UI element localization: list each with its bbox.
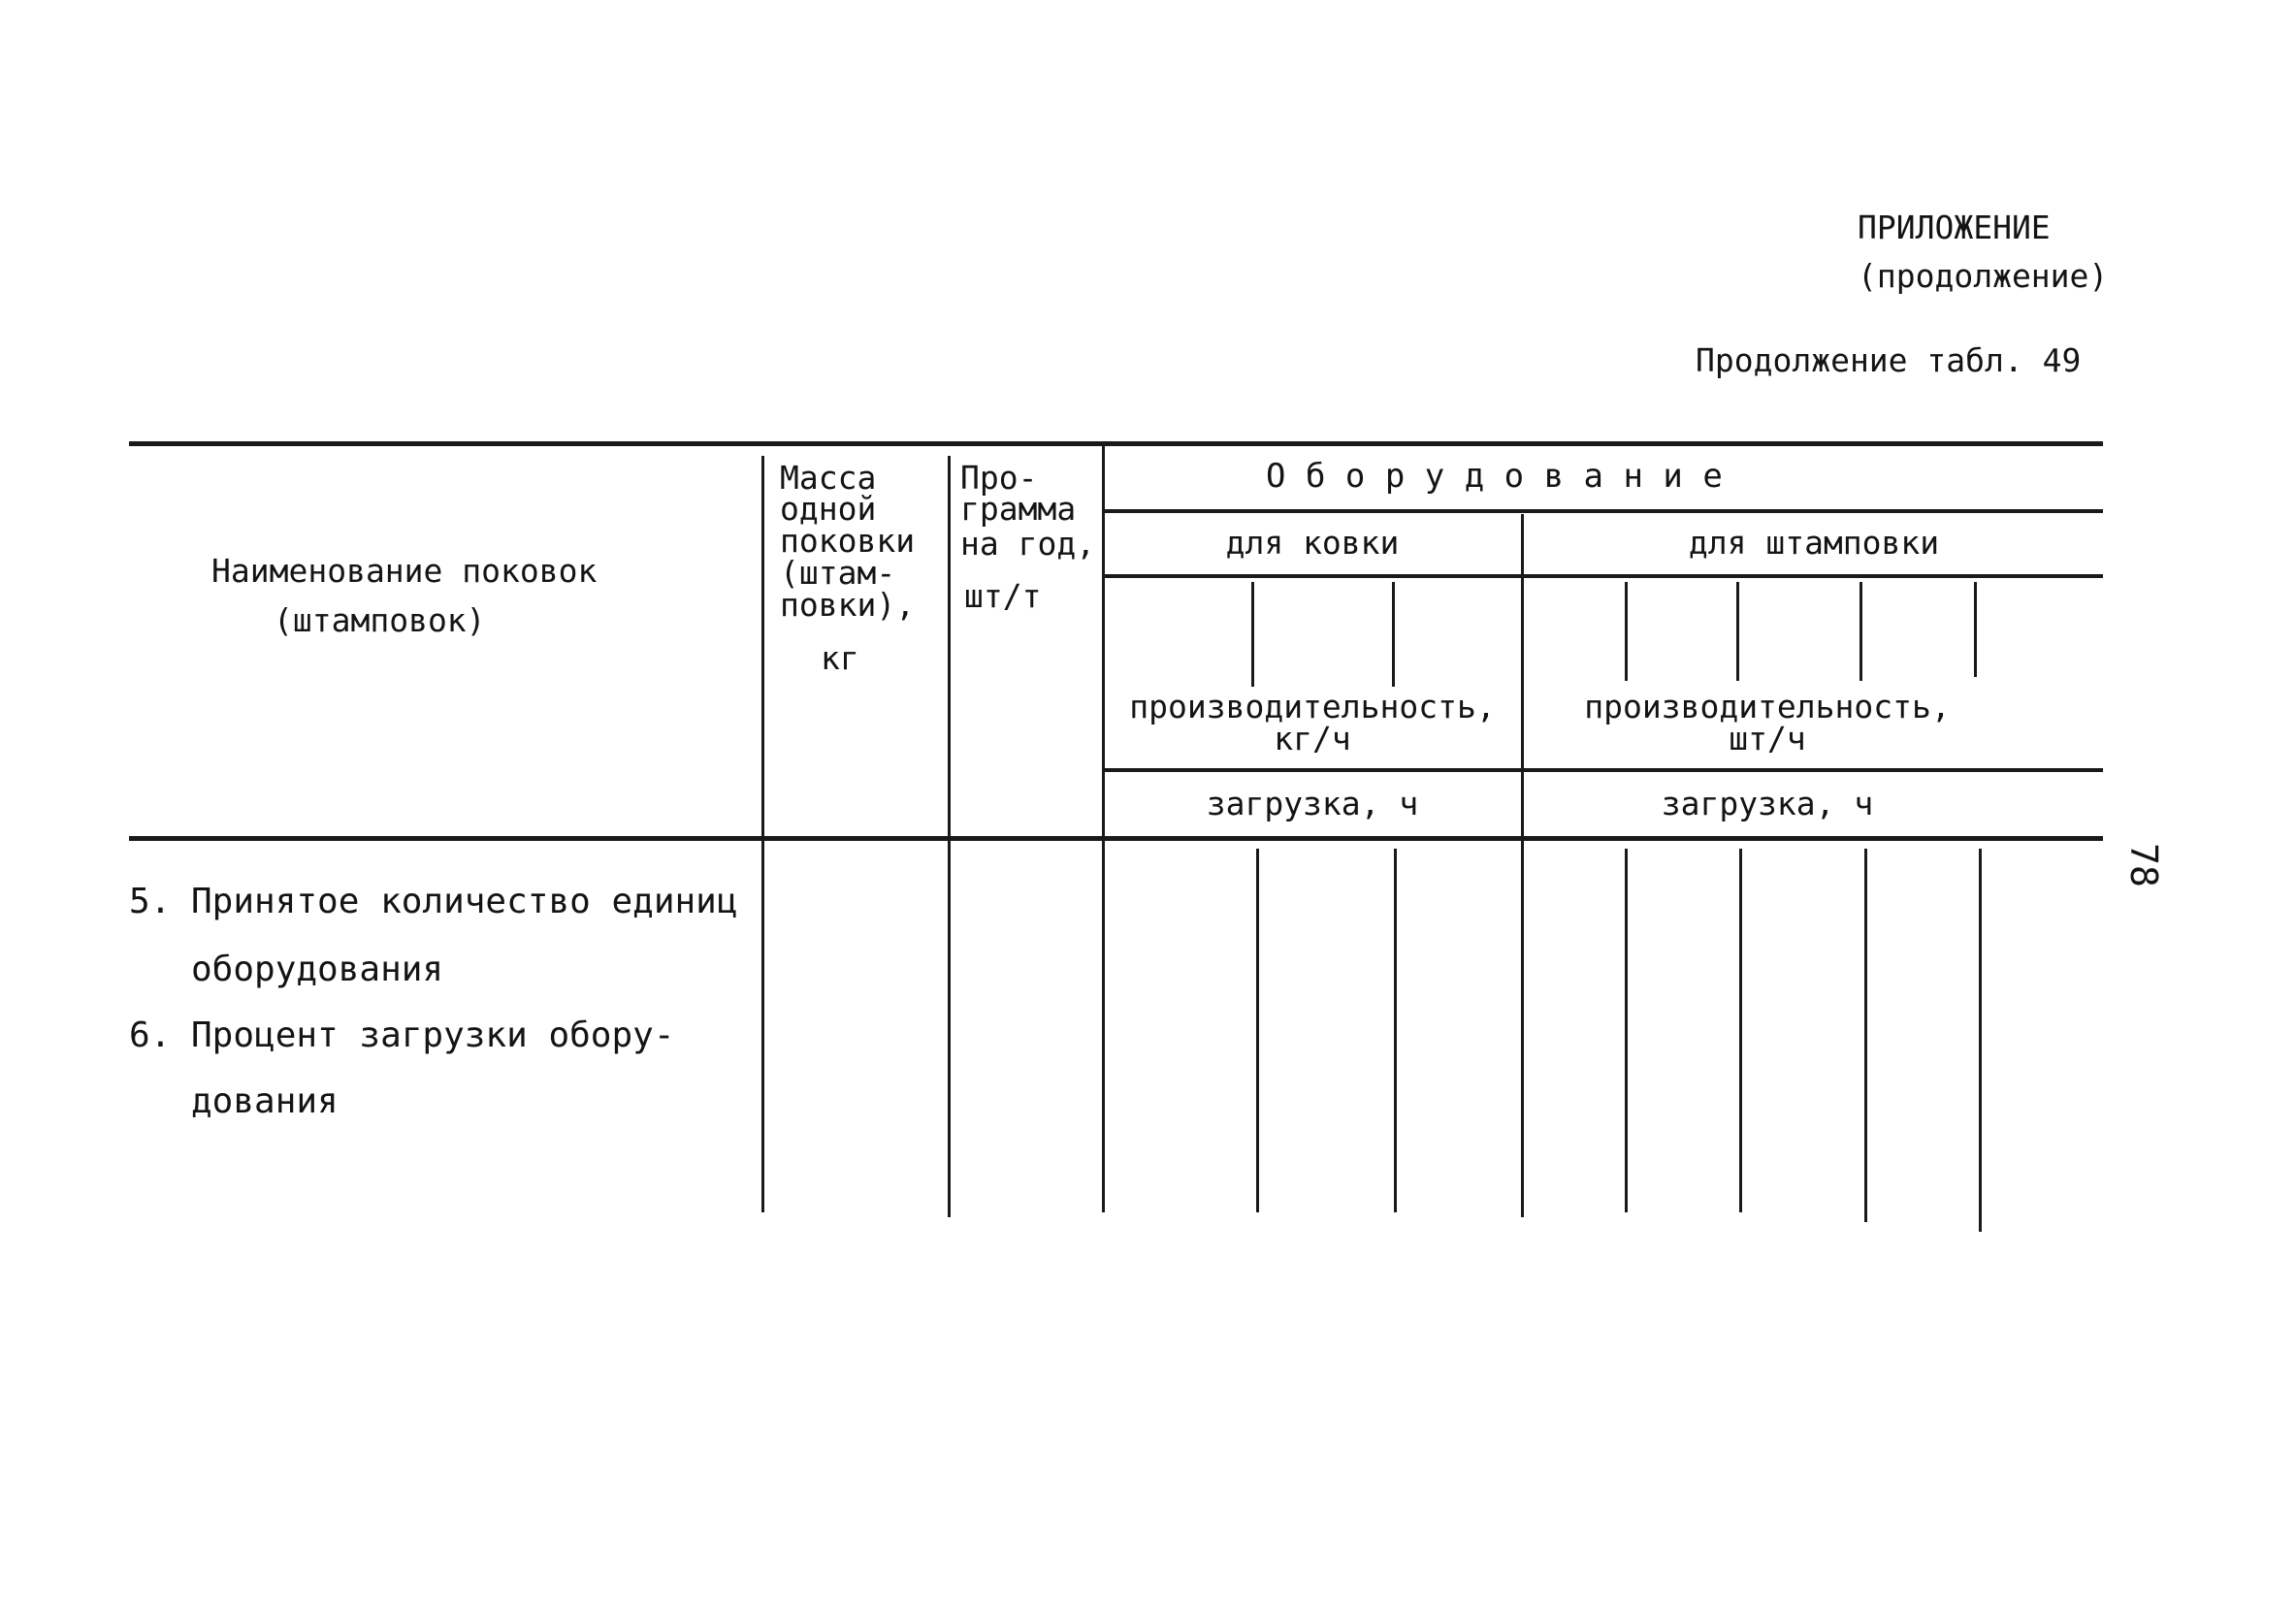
page-number: 78 [2122, 843, 2165, 887]
stamping-body-line-4 [1979, 849, 1982, 1232]
forging-subcol-tick-1 [1251, 582, 1254, 687]
row-label: Принятое количество единиц [191, 882, 738, 921]
forging-body-line-1 [1256, 849, 1259, 1212]
mass-header-line: (штам- [780, 554, 896, 592]
stamping-subcol-tick-3 [1859, 582, 1862, 681]
stamping-subcol-tick-1 [1625, 582, 1628, 681]
row-label-cont: дования [191, 1081, 339, 1121]
forging-header: для ковки [1225, 524, 1400, 562]
stamping-body-line-1 [1625, 849, 1628, 1212]
stamping-header: для штамповки [1688, 524, 1940, 562]
stamping-body-line-2 [1739, 849, 1742, 1212]
forging-load: загрузка, ч [1206, 785, 1419, 822]
table-reference: Продолжение табл. 49 [1696, 341, 2082, 379]
equipment-rule [1104, 509, 2103, 513]
appendix-subtitle: (продолжение) [1858, 257, 2109, 295]
stamping-productivity-unit: шт/ч [1729, 720, 1806, 757]
col-sep-program [948, 456, 951, 1217]
stamping-productivity: производительность, [1584, 688, 1951, 725]
stamping-subcol-tick-2 [1736, 582, 1739, 681]
forging-subcol-tick-2 [1392, 582, 1395, 687]
program-header-unit: шт/т [964, 577, 1042, 615]
mass-header-line: поковки [780, 522, 916, 560]
stamping-load: загрузка, ч [1661, 785, 1874, 822]
table-top-rule [129, 441, 2103, 446]
stamping-subcol-tick-4 [1974, 582, 1977, 677]
productivity-rule [1104, 768, 2103, 772]
mass-header-line: Масса [780, 459, 877, 497]
forging-productivity-unit: кг/ч [1274, 720, 1351, 757]
program-header-line: грамма [960, 490, 1077, 528]
program-header-line: Про- [960, 459, 1038, 497]
mass-header-line: одной [780, 490, 877, 528]
equipment-header: О б о р у д о в а н и е [1266, 457, 1723, 496]
subgroup-rule [1104, 574, 2103, 578]
header-bottom-rule [129, 836, 2103, 841]
appendix-title: ПРИЛОЖЕНИЕ [1858, 209, 2051, 246]
row-number: 5. [129, 882, 172, 921]
name-header: Наименование поковок [211, 552, 598, 590]
stamping-body-line-3 [1864, 849, 1867, 1222]
row-label-cont: оборудования [191, 950, 444, 989]
program-header-line: на год, [960, 525, 1096, 563]
forging-productivity: производительность, [1129, 688, 1496, 725]
col-sep-stamping [1521, 514, 1524, 1217]
row-number: 6. [129, 1015, 172, 1055]
row-label: Процент загрузки обору- [191, 1015, 675, 1055]
col-sep-equipment [1102, 446, 1105, 1212]
forging-body-line-2 [1394, 849, 1397, 1212]
col-sep-mass [761, 456, 764, 1212]
mass-header-line: повки), [780, 586, 916, 624]
name-header-sub: (штамповок) [274, 601, 486, 639]
mass-header-unit: кг [821, 639, 859, 677]
